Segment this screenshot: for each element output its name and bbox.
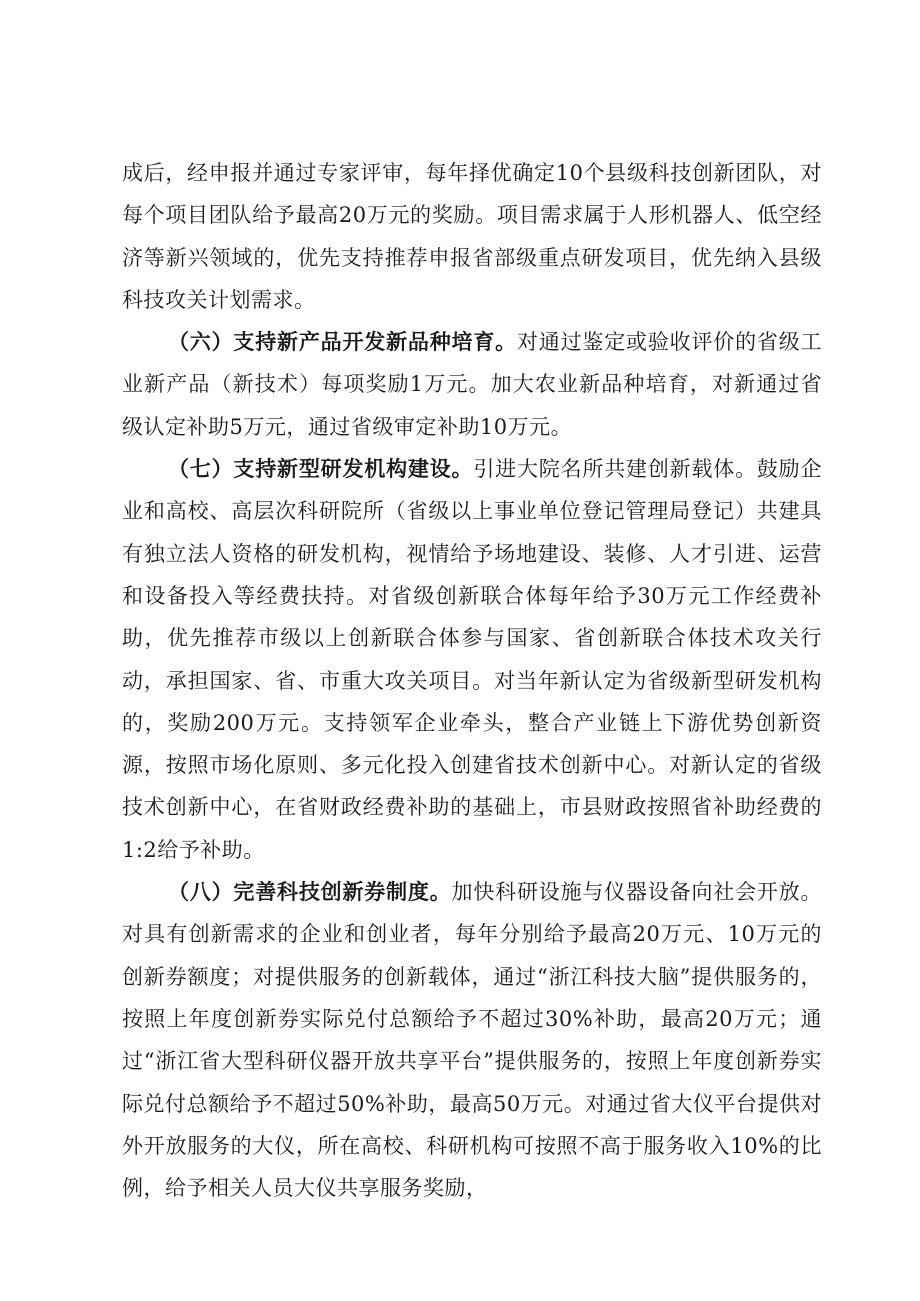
section-heading: （八）完善科技创新券制度。 — [168, 880, 452, 905]
document-page — [122, 152, 822, 1209]
paragraph-new-products — [122, 321, 822, 448]
paragraph-text: 对通过鉴定或验收评价的省级工业新产品（新技术）每项奖励1万元。加大农业新品种培育，对新通过省级认定补助5万元，通过省级审定补助10万元。 — [122, 330, 823, 439]
paragraph-text: 引进大院名所共建创新载体。鼓励企业和高校、高层次科研院所（省级以上事业单位登记管理局登记）共建具有独立法人资格的研发机构，视情给予场地建设、装修、人才引进、运营和设备投入等经费扶持。对省级创新联合体每年给予30万元工作经费补助，优先推荐市级以上创新联合体参与国家、省创新联合体技术攻关行动，承担国家、省、市重大攻关项目。对当年新认定为省级新型研发机构的，奖励200万元。支持领军企业牵头，整合产业链上下游优势创新资源，按照市场化原则、多元化投入创建省技术创新中心。对新认定的省级技术创新中心，在省财政经费补助的基础上，市县财政按照省补助经费的1:2给予补助。 — [122, 457, 822, 862]
paragraph-innovation-vouchers — [122, 871, 822, 1209]
paragraph-text: 加快科研设施与仪器设备向社会开放。对具有创新需求的企业和创业者，每年分别给予最高20万元、10万元的创新券额度；对提供服务的创新载体，通过“浙江科技大脑”提供服务的，按照上年度创新券实际兑付总额给予不超过30%补助，最高20万元；通过“浙江省大型科研仪器开放共享平台”提供服务的，按照上年度创新券实际兑付总额给予不超过50%补助，最高50万元。对通过省大仪平台提供对外开放服务的大仪，所在高校、科研机构可按照不高于服务收入10%的比例，给予相关人员大仪共享服务奖励， — [122, 880, 823, 1201]
section-heading: （六）支持新产品开发新品种培育。 — [168, 330, 517, 355]
paragraph-rd-institutions — [122, 448, 822, 871]
section-heading: （七）支持新型研发机构建设。 — [168, 457, 474, 482]
paragraph-text: 成后，经申报并通过专家评审，每年择优确定10个县级科技创新团队，对每个项目团队给予最高20万元的奖励。项目需求属于人形机器人、低空经济等新兴领域的，优先支持推荐申报省部级重点研发项目，优先纳入县级科技攻关计划需求。 — [122, 161, 822, 312]
paragraph-team-award — [122, 152, 822, 321]
